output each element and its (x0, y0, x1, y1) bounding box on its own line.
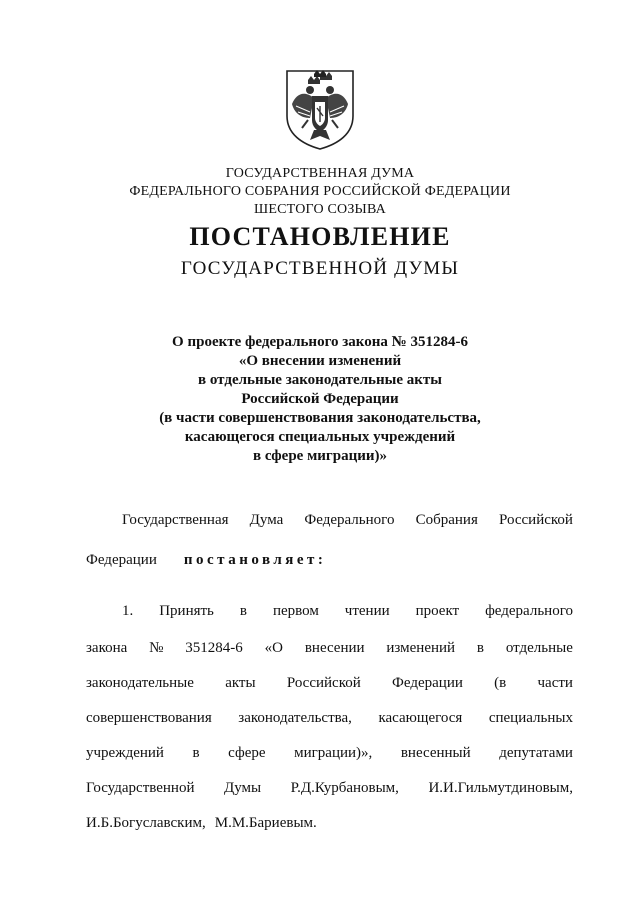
word: в (192, 745, 200, 761)
document-type: ПОСТАНОВЛЕНИЕ (189, 222, 451, 251)
subject-line: Российской Федерации (241, 391, 399, 407)
header-line: ШЕСТОГО СОЗЫВА (254, 202, 386, 217)
paragraph-line (86, 710, 573, 727)
word: акты (225, 675, 256, 691)
word: «О (264, 640, 283, 656)
preamble-line (122, 512, 573, 529)
word: Российской (286, 675, 361, 691)
header-line: ГОСУДАРСТВЕННАЯ ДУМА (225, 166, 415, 181)
subject-line: касающегося специальных учреждений (184, 429, 456, 445)
word: сфере (228, 745, 266, 761)
word: Собрания (415, 512, 478, 528)
word: Р.Д.Курбановым, (290, 780, 399, 796)
issuer-header (0, 165, 640, 219)
word: проект (415, 603, 460, 619)
word: Дума (249, 512, 284, 528)
paragraph-line (86, 745, 573, 762)
paragraph-line (86, 815, 573, 832)
word: федерального (485, 603, 573, 619)
word: Думы (224, 780, 262, 796)
word: законодательства, (238, 710, 352, 726)
coat-of-arms-icon (284, 68, 356, 152)
subject-line: в отдельные законодательные акты (198, 372, 442, 388)
word: изменений (386, 640, 456, 656)
decree-word: постановляет: (183, 552, 327, 568)
word: законодательные (86, 675, 194, 691)
word: Федерации (86, 552, 157, 568)
word: внесенный (400, 745, 471, 761)
word: чтении (344, 603, 390, 619)
word: в (239, 603, 247, 619)
word: 1. (122, 603, 134, 619)
word: в (476, 640, 485, 656)
document-issuer: ГОСУДАРСТВЕННОЙ ДУМЫ (180, 258, 460, 279)
word: специальных (488, 710, 573, 726)
word: Государственная (122, 512, 229, 528)
paragraph-line (86, 675, 573, 692)
subject-line: в сфере миграции)» (252, 448, 388, 464)
word: М.М.Бариевым. (214, 815, 317, 831)
subject-line: «О внесении изменений (238, 353, 402, 369)
word: 351284-6 (185, 640, 243, 656)
word: Принять (159, 603, 214, 619)
document-subject (0, 333, 640, 466)
word: миграции)», (294, 745, 373, 761)
word: Государственной (86, 780, 195, 796)
word: первом (272, 603, 319, 619)
word: № (149, 640, 164, 656)
subject-line: О проекте федерального закона № 351284-6 (172, 334, 468, 350)
word: внесении (304, 640, 365, 656)
preamble-line (86, 552, 573, 569)
header-line: ФЕДЕРАЛЬНОГО СОБРАНИЯ РОССИЙСКОЙ ФЕДЕРАЦИИ (129, 184, 511, 199)
subject-line: (в части совершенствования законодательства, (159, 410, 481, 426)
word: части (537, 675, 573, 691)
word: касающегося (378, 710, 463, 726)
word: Российской (499, 512, 573, 528)
paragraph-line (122, 603, 573, 620)
word: Федерального (304, 512, 395, 528)
word: (в (494, 675, 507, 691)
word: И.И.Гильмутдиновым, (428, 780, 573, 796)
word: депутатами (499, 745, 573, 761)
word: И.Б.Богуславским, (86, 815, 206, 831)
word: закона (86, 640, 128, 656)
word: отдельные (505, 640, 573, 656)
paragraph-line (86, 780, 573, 797)
word: Федерации (392, 675, 463, 691)
paragraph-line (86, 640, 573, 657)
word: совершенствования (86, 710, 212, 726)
word: учреждений (86, 745, 164, 761)
